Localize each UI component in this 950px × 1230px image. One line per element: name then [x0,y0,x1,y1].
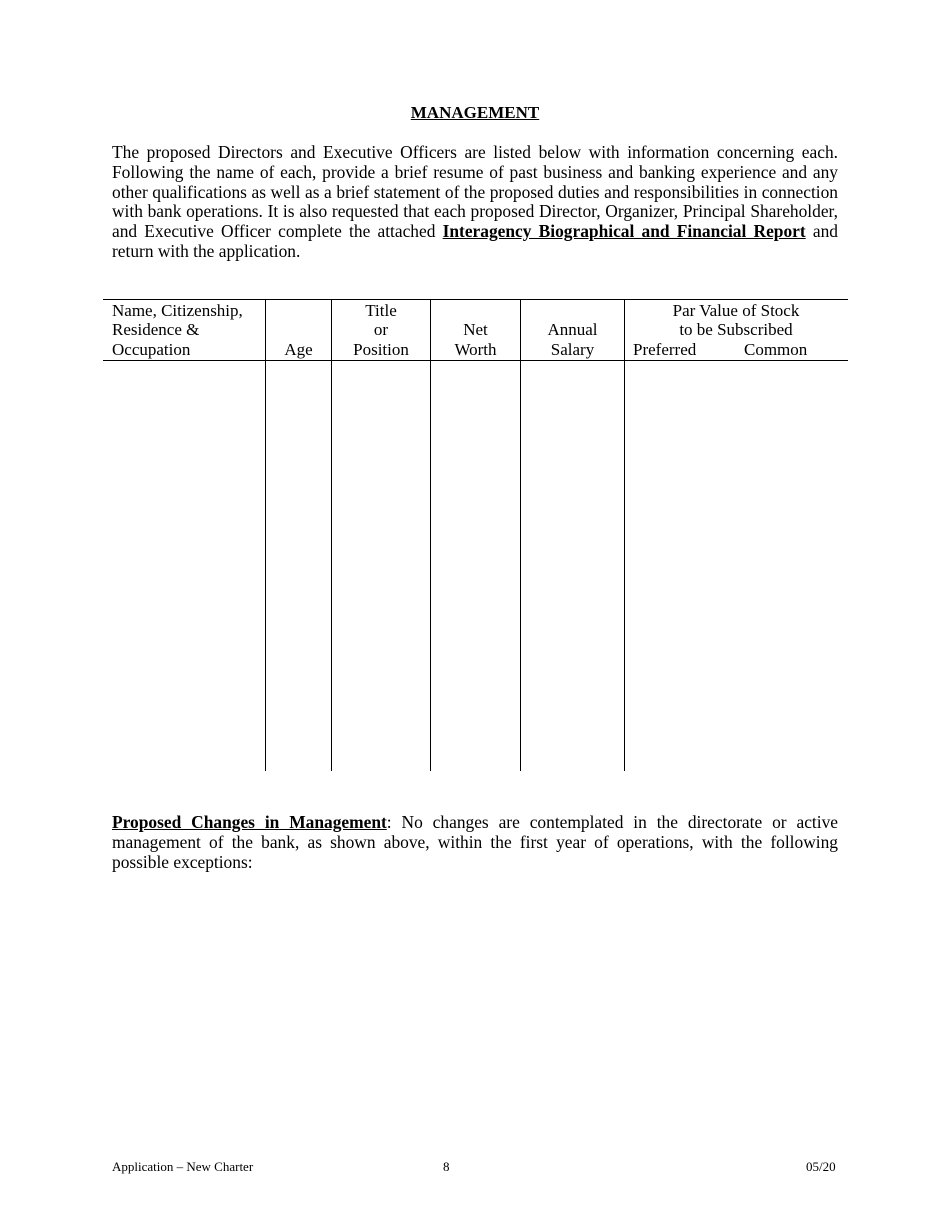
intro-paragraph [112,143,838,262]
header-line: Title [365,300,397,320]
header-annual-salary [521,300,624,360]
header-line: Name, Citizenship, [112,300,243,320]
column-divider-stock [624,300,625,771]
header-line: Age [284,340,313,360]
header-preferred: Preferred [633,340,697,360]
table-header-rule [103,360,848,361]
column-divider-title [331,300,332,771]
column-divider-salary [520,300,521,771]
proposed-changes-label: Proposed Changes in Management [112,812,387,832]
header-line: Worth [454,340,497,360]
footer-page-number: 8 [443,1159,450,1174]
header-line: Position [353,340,409,360]
header-line: or [373,320,389,340]
header-common: Common [744,340,808,360]
header-par-value-stock [625,300,847,360]
header-line: Residence & [112,320,200,340]
footer-revision-date: 05/20 [806,1159,836,1174]
header-line: Occupation [112,340,191,360]
biographical-report-reference: Interagency Biographical and Financial Report [442,221,806,242]
header-line: Annual [547,320,598,340]
header-stock-subcolumns [625,340,847,360]
header-line: to be Subscribed [679,320,793,340]
page-title: MANAGEMENT [410,103,540,122]
header-name-citizenship [112,300,262,360]
header-line: Net [463,320,488,340]
intro-tail: and return with the application. [112,221,838,261]
proposed-changes-text: : No changes are contemplated in the directorate or active management of the bank, as shown above, within the first year of operations, with the following possible exceptions: [112,812,839,872]
header-line: Par Value of Stock [672,300,800,320]
header-age [266,300,331,360]
header-title-position [332,300,430,360]
header-line: Salary [550,340,595,360]
column-divider-age [265,300,266,771]
column-divider-networth [430,300,431,771]
proposed-changes-paragraph [112,813,838,872]
footer-document-name: Application – New Charter [112,1159,254,1174]
intro-text: The proposed Directors and Executive Officers are listed below with information concerning each. Following the name of each, provide a brief resume of past business and banking experience and any other qualifications as well as a brief statement of the proposed duties and responsibilities in connection with bank operations. It is also requested that each proposed Director, Organizer, Principal Shareholder, and Executive Officer complete the attached [112,142,838,242]
header-net-worth [431,300,520,360]
